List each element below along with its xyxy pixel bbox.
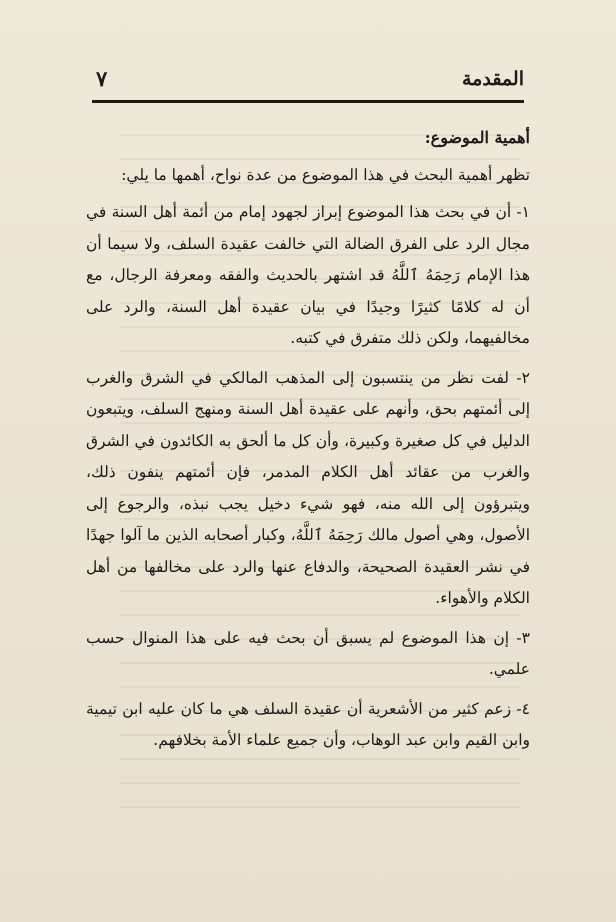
- point-paragraph-3: ٣- إن هذا الموضوع لم يسبق أن بحث فيه على هذا المنوال حسب علمي.: [86, 628, 530, 678]
- point-paragraph-1: ١- أن في بحث هذا الموضوع إبراز لجهود إمام من أئمة أهل السنة في مجال الرد على الفرق الضالة التي خالفت عقيدة السلف، ولا سيما أن هذا الإمام رَحِمَهُ ٱللَّهُ قد اشتهر بالحديث والفقه ومعرفة الرجال، مع أن له كلامًا كثيرًا وجيدًا في بيان عقيدة أهل السنة، والرد على مخالفيهما، ولكن ذلك متفرق في كتبه.: [86, 203, 530, 347]
- page-body: [86, 122, 530, 765]
- chapter-title: المقدمة: [461, 68, 524, 90]
- intro-paragraph: تظهر أهمية البحث في هذا الموضوع من عدة نواح، أهمها ما يلي:: [121, 165, 530, 184]
- page-number: ٧: [96, 66, 108, 91]
- header-divider: [92, 100, 524, 103]
- point-paragraph-2: ٢- لفت نظر من ينتسبون إلى المذهب المالكي في الشرق والغرب إلى أئمتهم بحق، وأنهم على عقيدة أهل السنة ومنهج السلف، ويتبعون الدليل في كل صغيرة وكبيرة، وأن كل ما ألحق به الكائدون في الشرق والغرب من عقائد أهل الكلام المدمر، فإن أئمتهم ينفون ذلك، ويتبرؤون إلى الله منه، فهو شيء دخيل يجب نبذه، والرجوع إلى الأصول، وهي أصول مالك رَحِمَهُ ٱللَّهُ، وكبار أصحابه الذين ما آلوا جهدًا في نشر العقيدة الصحيحة، والدفاع عنها والرد على مخالفها من أهل الكلام والأهواء.: [86, 368, 530, 607]
- point-paragraph-4: ٤- زعم كثير من الأشعرية أن عقيدة السلف هي ما كان عليه ابن تيمية وابن القيم وابن عبد الوهاب، وأن جميع علماء الأمة بخلافهم.: [86, 699, 530, 749]
- section-heading: أهمية الموضوع:: [424, 128, 530, 147]
- running-header: [92, 62, 524, 98]
